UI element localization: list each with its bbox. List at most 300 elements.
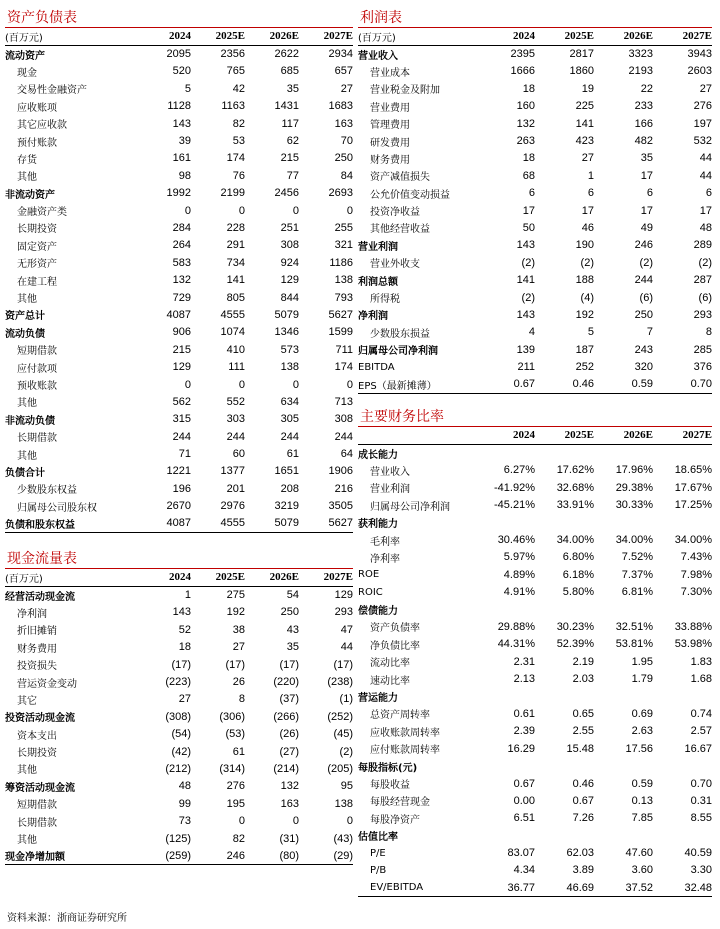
- cell-value: 35: [286, 82, 299, 95]
- cell-value: 1346: [274, 326, 299, 339]
- cell-value: 53.81%: [615, 638, 653, 651]
- cell-value: [476, 444, 535, 461]
- cell-value: 44: [699, 152, 712, 165]
- balance-sheet-title: 资产负债表: [7, 10, 77, 26]
- cell-value: (27): [279, 745, 299, 758]
- row-label: P/E: [370, 847, 386, 859]
- cell-value: 44: [699, 169, 712, 182]
- cell-value: 713: [334, 395, 353, 408]
- cell-value: 0: [184, 378, 191, 391]
- year-header: 2024: [513, 30, 535, 43]
- table-row: [5, 202, 353, 219]
- cell-value: 174: [334, 361, 353, 374]
- cell-value: [594, 514, 653, 531]
- cell-value: -41.92%: [494, 481, 535, 494]
- cell-value: 160: [516, 100, 535, 113]
- row-label: 少数股东权益: [17, 485, 77, 497]
- cell-value: 264: [172, 239, 191, 252]
- cell-value: 138: [334, 274, 353, 287]
- row-label: 长期借款: [17, 433, 57, 445]
- row-label: 毛利率: [370, 536, 400, 548]
- row-label: 偿债能力: [358, 606, 398, 618]
- cell-value: 285: [693, 343, 712, 356]
- table-row: [358, 289, 712, 306]
- row-label: 流动比率: [370, 658, 410, 670]
- cell-value: 244: [334, 430, 353, 443]
- row-label: 应收账款周转率: [370, 727, 440, 739]
- cell-value: 0.61: [513, 707, 535, 720]
- year-header: 2027E: [682, 429, 712, 442]
- table-row: [358, 531, 712, 548]
- cell-value: 1: [184, 589, 191, 602]
- cell-value: (53): [225, 728, 245, 741]
- cell-value: 250: [334, 152, 353, 165]
- cell-value: 34.00%: [556, 534, 594, 547]
- cell-value: 17: [581, 204, 594, 217]
- cell-value: 43: [286, 623, 299, 636]
- cell-value: [535, 601, 594, 618]
- cell-value: (306): [219, 710, 245, 723]
- cell-value: [535, 688, 594, 705]
- row-label: 其他: [17, 172, 37, 184]
- cell-value: 1599: [328, 326, 353, 339]
- cell-value: 1.79: [631, 673, 653, 686]
- table-row: [5, 411, 353, 428]
- cell-value: 1651: [274, 465, 299, 478]
- row-label: 折旧摊销: [17, 626, 57, 638]
- table-row: [358, 306, 712, 323]
- cell-value: 30.23%: [556, 620, 594, 633]
- cell-value: 7: [646, 326, 653, 339]
- cell-value: 29.38%: [615, 481, 653, 494]
- cell-value: 3.30: [690, 864, 712, 877]
- cell-value: 47.60: [625, 847, 653, 860]
- cell-value: 3.60: [631, 864, 653, 877]
- row-label: 现金: [17, 67, 37, 79]
- cell-value: 174: [226, 152, 245, 165]
- cell-value: 27: [178, 693, 191, 706]
- cell-value: 305: [280, 413, 299, 426]
- cell-value: 4087: [166, 517, 191, 530]
- table-row: [5, 812, 353, 829]
- table-row: [5, 604, 353, 621]
- row-label: 负债和股东权益: [5, 519, 75, 531]
- cell-value: 77: [286, 169, 299, 182]
- cell-value: [594, 757, 653, 774]
- cell-value: 3219: [274, 500, 299, 513]
- table-row: [358, 653, 712, 670]
- cell-value: [653, 827, 712, 844]
- cell-value: [653, 444, 712, 461]
- cell-value: 52.39%: [556, 638, 594, 651]
- cell-value: 1186: [329, 256, 353, 269]
- cell-value: 4: [528, 326, 535, 339]
- row-label: 金融资产类: [17, 207, 67, 219]
- row-label: 流动负债: [5, 328, 45, 340]
- table-row: [5, 45, 353, 62]
- cell-value: 4.89%: [503, 568, 535, 581]
- cell-value: 1906: [328, 465, 353, 478]
- cell-value: 129: [280, 274, 299, 287]
- cell-value: 50: [522, 221, 535, 234]
- cell-value: 7.98%: [680, 568, 712, 581]
- cell-value: 0.67: [572, 794, 594, 807]
- table-row: [358, 601, 712, 618]
- cell-value: 0.59: [631, 777, 653, 790]
- row-label: 资本支出: [17, 730, 57, 742]
- cell-value: 0.69: [631, 707, 653, 720]
- cell-value: 46.69: [566, 881, 594, 894]
- cell-value: 225: [575, 100, 594, 113]
- cell-value: (2): [339, 745, 353, 758]
- row-label: 固定资产: [17, 241, 57, 253]
- cell-value: 246: [226, 849, 245, 862]
- cell-value: (26): [279, 728, 299, 741]
- cell-value: 61: [286, 448, 299, 461]
- cell-value: 76: [232, 169, 245, 182]
- cell-value: [535, 827, 594, 844]
- cell-value: (17): [279, 658, 299, 671]
- row-label: 资产负债率: [370, 623, 420, 635]
- cell-value: 141: [575, 117, 594, 130]
- cell-value: 192: [575, 308, 594, 321]
- cell-value: (205): [327, 762, 353, 775]
- table-row: [358, 584, 712, 601]
- cell-value: 303: [226, 413, 245, 426]
- cell-value: 17.25%: [674, 499, 712, 512]
- table-row: [358, 185, 712, 202]
- unit-header: (百万元): [5, 32, 43, 44]
- year-header: 2027E: [323, 30, 353, 43]
- year-header: 2026E: [269, 30, 299, 43]
- cell-value: 0: [292, 204, 299, 217]
- cell-value: 2.39: [513, 725, 535, 738]
- income-statement-title-bar: [358, 4, 712, 28]
- cell-value: (266): [273, 710, 299, 723]
- cell-value: 35: [640, 152, 653, 165]
- cell-value: 54: [286, 589, 299, 602]
- row-label: 速动比率: [370, 675, 410, 687]
- cell-value: 215: [172, 343, 191, 356]
- table-row: [5, 150, 353, 167]
- cell-value: 250: [280, 606, 299, 619]
- cell-value: 15.48: [566, 742, 594, 755]
- cash-flow-table: [5, 569, 353, 865]
- cell-value: 188: [575, 274, 594, 287]
- cell-value: [476, 688, 535, 705]
- table-row: [358, 740, 712, 757]
- cell-value: 2622: [274, 48, 299, 61]
- cell-value: (214): [273, 762, 299, 775]
- cell-value: 7.85: [631, 812, 653, 825]
- table-row: [5, 480, 353, 497]
- cell-value: 6.80%: [562, 551, 594, 564]
- row-label: 总资产周转率: [370, 710, 430, 722]
- cell-value: 1683: [328, 100, 353, 113]
- cell-value: 2395: [510, 48, 535, 61]
- row-label: 其他: [17, 835, 37, 847]
- table-row: [5, 219, 353, 236]
- unit-header: (百万元): [5, 573, 43, 585]
- cell-value: 685: [280, 65, 299, 78]
- row-label: 营业收入: [358, 50, 398, 62]
- row-label: 应付款项: [17, 363, 57, 375]
- table-row: [5, 656, 353, 673]
- cell-value: 3.89: [572, 864, 594, 877]
- cell-value: 2.03: [572, 673, 594, 686]
- cell-value: 244: [634, 274, 653, 287]
- cell-value: 117: [281, 117, 299, 130]
- cell-value: 482: [634, 135, 653, 148]
- cell-value: 1.68: [690, 673, 712, 686]
- table-row: [358, 63, 712, 80]
- source-note: 资料来源：浙商证券研究所: [7, 913, 127, 924]
- cell-value: 729: [172, 291, 191, 304]
- cell-value: 793: [334, 291, 353, 304]
- cell-value: 71: [178, 448, 191, 461]
- row-label: 获利能力: [358, 519, 398, 531]
- cell-value: 18: [522, 152, 535, 165]
- cell-value: 129: [172, 361, 191, 374]
- row-label: 估值比率: [358, 832, 398, 844]
- cell-value: 143: [172, 606, 191, 619]
- cell-value: 6.51: [513, 812, 535, 825]
- row-label: 其它: [17, 695, 37, 707]
- cash-flow-title-bar: [5, 545, 353, 569]
- cell-value: 711: [335, 343, 353, 356]
- cell-value: 1163: [221, 100, 245, 113]
- row-label: 财务费用: [370, 154, 410, 166]
- cell-value: 5627: [328, 517, 353, 530]
- cell-value: 7.43%: [680, 551, 712, 564]
- row-label: 其他: [17, 398, 37, 410]
- cell-value: 0.46: [572, 378, 594, 391]
- table-row: [358, 376, 712, 393]
- cell-value: 132: [516, 117, 535, 130]
- cell-value: 1666: [510, 65, 535, 78]
- cell-value: 47: [340, 623, 353, 636]
- table-row: [5, 341, 353, 358]
- row-label: 资产总计: [5, 311, 45, 323]
- cell-value: (4): [580, 291, 594, 304]
- cell-value: 27: [581, 152, 594, 165]
- table-row: [5, 80, 353, 97]
- balance-sheet-table: [5, 28, 353, 533]
- year-header: 2026E: [623, 30, 653, 43]
- cell-value: [653, 514, 712, 531]
- table-row: [5, 445, 353, 462]
- row-label: 其它应收款: [17, 120, 67, 132]
- row-label: 营运资金变动: [17, 678, 77, 690]
- cell-value: 42: [232, 82, 245, 95]
- cell-value: (2): [698, 256, 712, 269]
- row-label: 归属母公司股东权: [17, 502, 97, 514]
- row-label: 投资损失: [17, 661, 57, 673]
- cell-value: 49: [640, 221, 653, 234]
- cell-value: 7.30%: [680, 586, 712, 599]
- year-header: 2027E: [682, 30, 712, 43]
- cell-value: 132: [280, 780, 299, 793]
- table-row: [358, 549, 712, 566]
- cell-value: 141: [226, 274, 245, 287]
- cell-value: 2.57: [690, 725, 712, 738]
- row-label: 所得税: [370, 294, 400, 306]
- cell-value: 211: [517, 361, 535, 374]
- cell-value: 583: [172, 256, 191, 269]
- cell-value: 252: [575, 361, 594, 374]
- cell-value: 287: [693, 274, 712, 287]
- cell-value: 2693: [328, 187, 353, 200]
- cell-value: 5.97%: [503, 551, 535, 564]
- row-label: 每股经营现金: [370, 797, 430, 809]
- row-label: 成长能力: [358, 449, 398, 461]
- table-row: [5, 760, 353, 777]
- table-row: [5, 185, 353, 202]
- table-row: [358, 792, 712, 809]
- cell-value: 0.70: [690, 777, 712, 790]
- cell-value: 924: [280, 256, 299, 269]
- header-row: [5, 28, 353, 45]
- cell-value: 61: [232, 745, 245, 758]
- cell-value: 423: [575, 135, 594, 148]
- row-label: 现金净增加额: [5, 852, 65, 864]
- cell-value: 44: [340, 641, 353, 654]
- header-row: [5, 569, 353, 586]
- row-label: 研发费用: [370, 137, 410, 149]
- cell-value: 187: [575, 343, 594, 356]
- cell-value: 5: [587, 326, 594, 339]
- cell-value: 308: [280, 239, 299, 252]
- cell-value: 5: [184, 82, 191, 95]
- cell-value: 0.67: [513, 777, 535, 790]
- cell-value: 1074: [220, 326, 245, 339]
- cell-value: 34.00%: [615, 534, 653, 547]
- table-row: [358, 358, 712, 375]
- cell-value: 2603: [687, 65, 712, 78]
- cell-value: 0.74: [690, 707, 712, 720]
- cell-value: 95: [340, 780, 353, 793]
- table-row: [5, 691, 353, 708]
- table-row: [358, 115, 712, 132]
- cell-value: 83.07: [507, 847, 535, 860]
- table-row: [5, 639, 353, 656]
- table-row: [358, 497, 712, 514]
- cell-value: [653, 601, 712, 618]
- table-row: [358, 45, 712, 62]
- cell-value: 308: [334, 413, 353, 426]
- table-row: [358, 132, 712, 149]
- cell-value: (31): [279, 832, 299, 845]
- cell-value: (2): [639, 256, 653, 269]
- cell-value: 2934: [328, 48, 353, 61]
- ratios-table: [358, 427, 712, 897]
- row-label: 在建工程: [17, 276, 57, 288]
- balance-sheet-panel: [5, 4, 353, 533]
- row-label: 筹资活动现金流: [5, 782, 75, 794]
- cell-value: 1431: [274, 100, 299, 113]
- row-label: 归属母公司净利润: [358, 346, 438, 358]
- cell-value: 410: [226, 343, 245, 356]
- table-row: [5, 743, 353, 760]
- cell-value: (1): [339, 693, 353, 706]
- cell-value: 208: [280, 482, 299, 495]
- table-row: [358, 202, 712, 219]
- cell-value: 1: [587, 169, 594, 182]
- cell-value: 562: [172, 395, 191, 408]
- year-header: 2025E: [564, 30, 594, 43]
- row-label: 净利润: [358, 311, 388, 323]
- table-row: [358, 514, 712, 531]
- row-label: EV/EBITDA: [370, 882, 424, 894]
- cell-value: 2817: [569, 48, 594, 61]
- table-row: [5, 393, 353, 410]
- row-label: 预收账款: [17, 381, 57, 392]
- cell-value: 0.70: [690, 378, 712, 391]
- cell-value: 1221: [166, 465, 191, 478]
- cell-value: 2193: [628, 65, 653, 78]
- cell-value: [476, 827, 535, 844]
- cell-value: 36.77: [507, 881, 535, 894]
- table-row: [358, 618, 712, 635]
- cell-value: 17: [640, 204, 653, 217]
- cell-value: 196: [172, 482, 191, 495]
- cell-value: 6: [705, 187, 712, 200]
- cell-value: 44.31%: [497, 638, 535, 651]
- cell-value: 33.88%: [674, 620, 712, 633]
- cell-value: 275: [226, 589, 245, 602]
- cell-value: 17: [522, 204, 535, 217]
- table-row: [5, 63, 353, 80]
- year-header: 2024: [169, 571, 191, 584]
- row-label: 流动资产: [5, 50, 45, 62]
- cell-value: 734: [226, 256, 245, 269]
- cell-value: 0: [292, 815, 299, 828]
- row-label: 管理费用: [370, 120, 410, 132]
- cell-value: 1992: [166, 187, 191, 200]
- cell-value: 244: [172, 430, 191, 443]
- cell-value: 284: [172, 221, 191, 234]
- table-row: [358, 566, 712, 583]
- year-header: 2025E: [564, 429, 594, 442]
- table-row: [358, 462, 712, 479]
- cash-flow-panel: [5, 545, 353, 865]
- cell-value: (43): [333, 832, 353, 845]
- cell-value: 7.52%: [621, 551, 653, 564]
- cell-value: 98: [178, 169, 191, 182]
- cell-value: 4.34: [513, 864, 535, 877]
- row-label: P/B: [370, 864, 387, 876]
- cell-value: 17.67%: [674, 481, 712, 494]
- cell-value: 6: [587, 187, 594, 200]
- cell-value: 0.46: [572, 777, 594, 790]
- cell-value: 17: [699, 204, 712, 217]
- cell-value: (17): [333, 658, 353, 671]
- cell-value: 805: [226, 291, 245, 304]
- row-label: ROE: [358, 569, 380, 581]
- table-row: [358, 444, 712, 461]
- cell-value: 216: [334, 482, 353, 495]
- cell-value: (212): [165, 762, 191, 775]
- row-label: 投资净收益: [370, 207, 420, 219]
- unit-header: [358, 427, 476, 444]
- cell-value: 27: [699, 82, 712, 95]
- cell-value: 8.55: [690, 812, 712, 825]
- table-row: [358, 80, 712, 97]
- cell-value: 32.68%: [556, 481, 594, 494]
- cell-value: 37.52: [625, 881, 653, 894]
- cell-value: 250: [634, 308, 653, 321]
- cell-value: [594, 601, 653, 618]
